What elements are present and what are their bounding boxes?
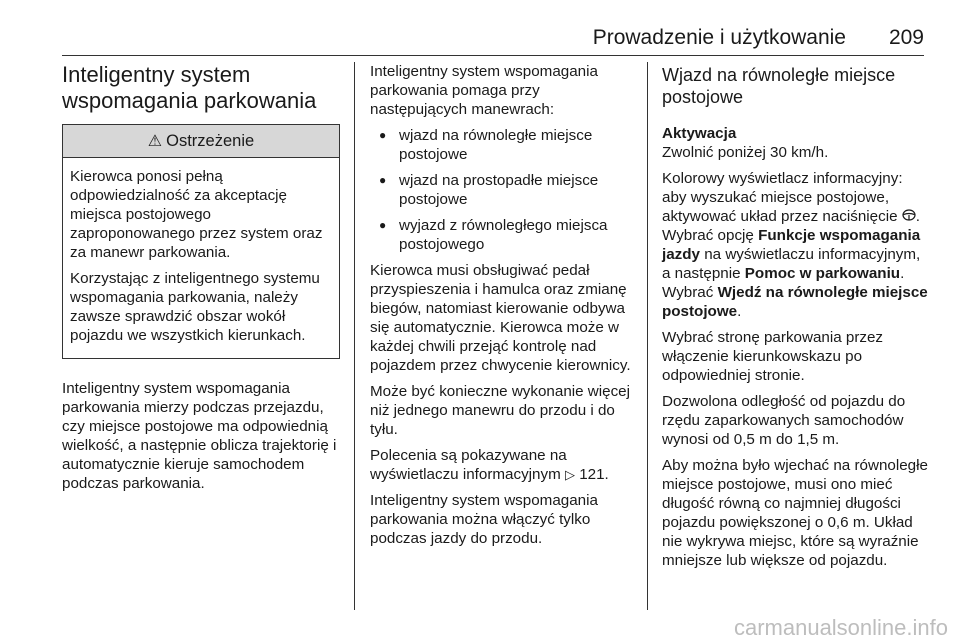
warning-triangle-icon: ⚠ <box>147 132 163 150</box>
intro-paragraph: Inteligentny system wspomagania parkowania pomaga przy następujących manewrach: <box>370 63 598 118</box>
steering-wheel-icon <box>902 208 916 225</box>
menu-option-label: Funkcje wspomagania jazdy <box>662 227 921 263</box>
header-divider <box>62 55 924 56</box>
watermark: carmanualsonline.info <box>733 615 948 640</box>
warning-box <box>62 124 340 359</box>
column-divider-2 <box>647 62 648 610</box>
list-item: ● wjazd na równoległe miejsce postojowe <box>370 126 635 164</box>
subheading: Aktywacja <box>662 125 737 142</box>
paragraph: Wybrać stronę parkowania przez włączenie kierunkowskazu po odpowiedniej stronie. <box>662 329 884 384</box>
paragraph: Dozwolona odległość od pojazdu do rzędu zaparkowanych samochodów wynosi od 0,5 m do 1,5 m. <box>662 393 906 448</box>
header-title: Prowadzenie i użytkowanie <box>592 26 846 49</box>
paragraph: Zwolnić poniżej 30 km/h. <box>662 144 829 161</box>
page-reference-arrow-icon: ▷ <box>564 467 575 482</box>
page-header <box>62 0 924 56</box>
paragraph: Kierowca musi obsługiwać pedał przyspieszenia i hamulca oraz zmianę biegów, natomiast kierowanie odbywa się automatycznie. Kierowca może w każdej chwili przejąć kontrolę nad pojazdem przez chwycenie kierownicy. <box>370 262 631 374</box>
section-title: Inteligentny system wspomagania parkowania <box>62 62 317 113</box>
column-divider-1 <box>354 62 355 610</box>
warning-body <box>63 158 339 358</box>
warning-text-1: Kierowca ponosi pełną odpowiedzialność za akceptację miejsca postojowego zaproponowanego przez system oraz za manewr parkowania. <box>70 168 323 261</box>
warning-heading: Ostrzeżenie <box>166 131 255 150</box>
warning-text-2: Korzystając z inteligentnego systemu wspomagania parkowania, należy zawsze sprawdzić obszar wokół pojazdu we wszystkich kierunkach. <box>70 270 320 344</box>
column-1 <box>62 62 340 500</box>
paragraph: Kolorowy wyświetlacz informacyjny: aby wyszukać miejsce postojowe, aktywować układ przez naciśnięcie . Wybrać opcję Funkcje wspomagania jazdy na wyświetlaczu informacyjnym, a następnie Pomoc w parkowaniu. Wybrać Wjedź na równoległe miejsce postojowe. <box>662 170 928 320</box>
menu-option-label: Wjedź na równoległe miejsce postojowe <box>662 284 928 320</box>
maneuver-list <box>370 126 635 254</box>
paragraph: Inteligentny system wspomagania parkowania mierzy podczas przejazdu, czy miejsce postojowe ma odpowiednią wielkość, a następnie oblicza trajektorię i automatycznie kieruje samochodem podczas parkowania. <box>62 380 337 492</box>
menu-option-label: Pomoc w parkowaniu <box>744 265 901 282</box>
list-item: ● wyjazd z równoległego miejsca postojowego <box>370 216 635 254</box>
paragraph: Może być konieczne wykonanie więcej niż jednego manewru do przodu i do tyłu. <box>370 383 631 438</box>
page-reference-link[interactable]: 121. <box>579 466 609 483</box>
paragraph: Inteligentny system wspomagania parkowania można włączyć tylko podczas jazdy do przodu. <box>370 492 598 547</box>
warning-header <box>63 125 339 158</box>
list-item: ● wjazd na prostopadłe miejsce postojowe <box>370 171 635 209</box>
page-number: 209 <box>888 26 924 49</box>
column-2 <box>370 62 635 555</box>
section-title: Wjazd na równoległe miejsce postojowe <box>662 65 896 107</box>
column-3 <box>662 62 930 577</box>
paragraph: Polecenia są pokazywane na wyświetlaczu informacyjnym ▷ 121. <box>370 447 609 483</box>
paragraph: Aby można było wjechać na równoległe miejsce postojowe, musi ono mieć długość równą co najmniej długości pojazdu powiększonej o 0,6 m. Układ nie wykrywa miejsc, które są wyraźnie mniejsze lub większe od pojazdu. <box>662 457 928 569</box>
